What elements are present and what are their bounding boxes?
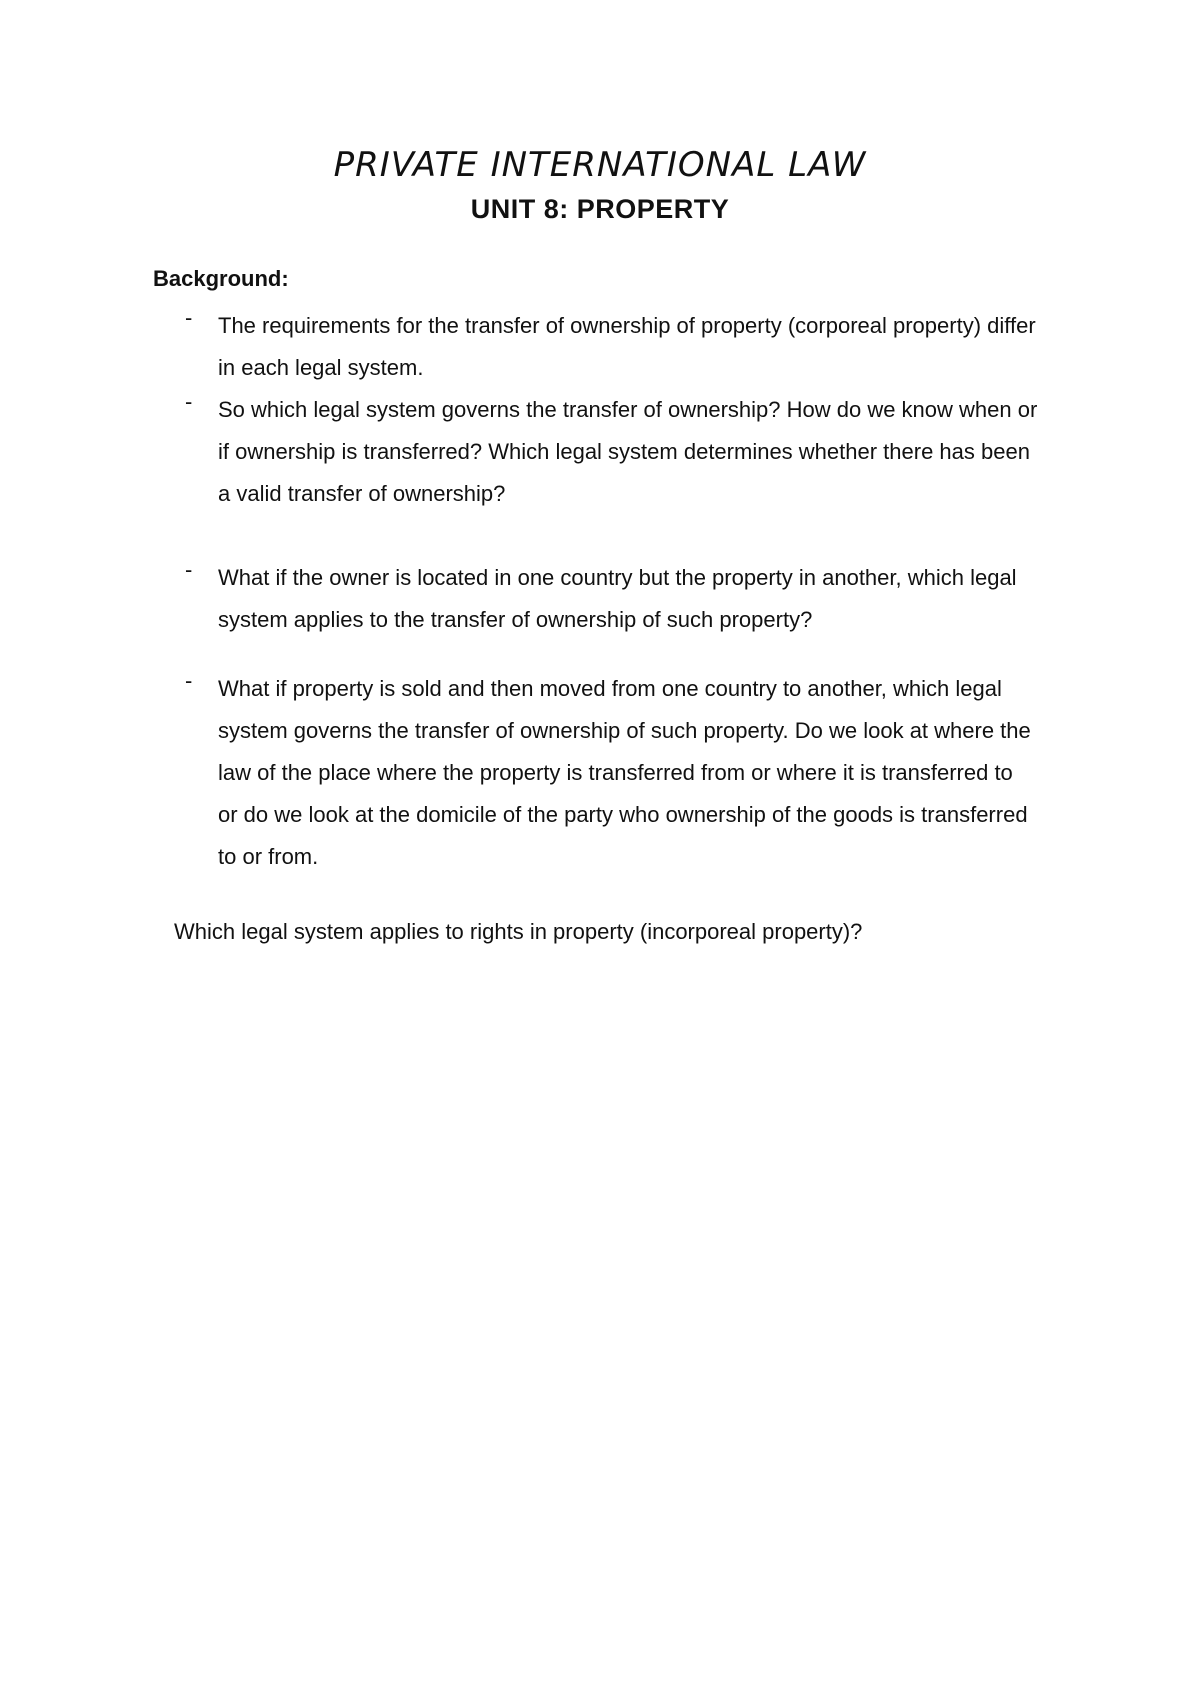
document-title: PRIVATE INTERNATIONAL LAW [333, 145, 867, 185]
bullet-text: So which legal system governs the transfer of ownership? How do we know when or if ownership is transferred? Which legal system determines whether there has been a valid transfer of ownership? [218, 397, 1038, 506]
bullet-text: The requirements for the transfer of ownership of property (corporeal property) differ in each legal system. [218, 313, 1036, 380]
closing-question: Which legal system applies to rights in property (incorporeal property)? [174, 919, 863, 944]
bullet-dash: - [185, 305, 193, 330]
section-heading: Background: [153, 266, 289, 291]
bullet-text: What if the owner is located in one country but the property in another, which legal system applies to the transfer of ownership of such property? [218, 565, 1017, 632]
bullet-dash: - [185, 389, 193, 414]
bullet-dash: - [185, 668, 193, 693]
bullet-dash: - [185, 557, 193, 582]
bullet-text: What if property is sold and then moved from one country to another, which legal system governs the transfer of ownership of such property. Do we look at where the law of the place where the property is transferred from or where it is transferred to or do we look at the domicile of the party who ownership of the goods is transferred to or from. [218, 676, 1031, 869]
document-subtitle: UNIT 8: PROPERTY [470, 194, 730, 224]
